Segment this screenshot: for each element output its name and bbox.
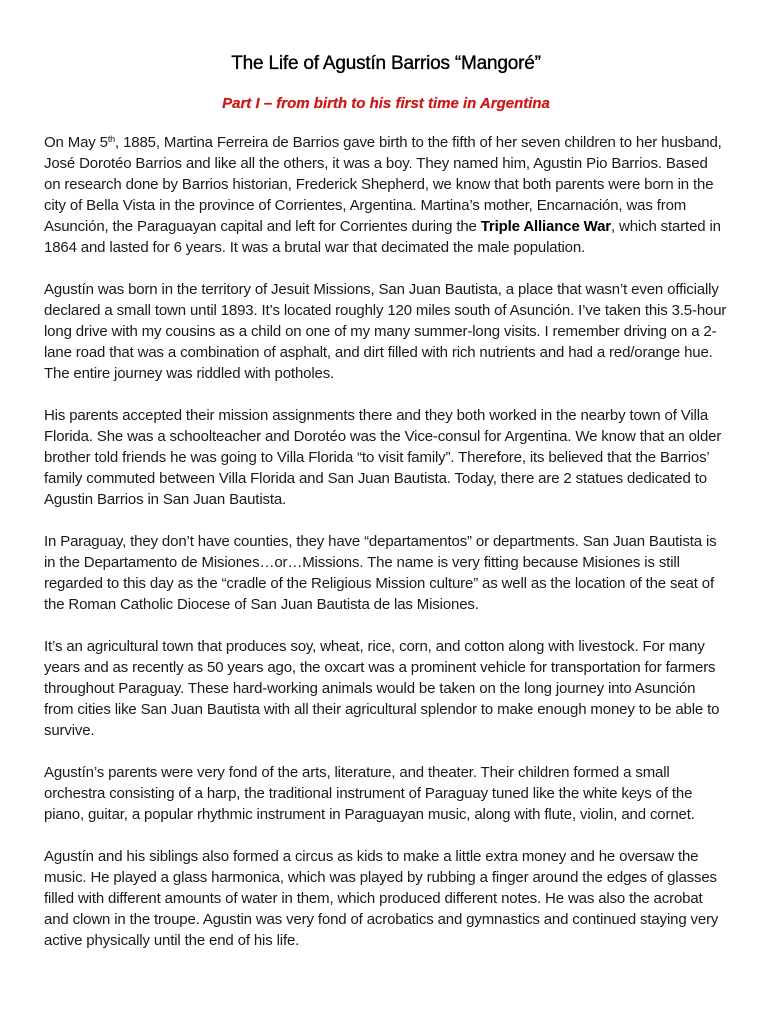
paragraph-text: On May 5 [44,134,108,151]
paragraph-departamentos: In Paraguay, they don’t have counties, they have “departamentos” or departments. San Juan Bautista is in the Departamento de Misiones…or…Missions. The name is very fitting because Misiones is still regarded to this day as the “cradle of the Religious Mission culture” as well as the location of the seat of the Roman Catholic Diocese of San Juan Bautista de las Misiones. [44,533,717,613]
paragraph-circus: Agustín and his siblings also formed a circus as kids to make a little extra money and he oversaw the music. He played a glass harmonica, which was played by rubbing a finger around the edges of glasses filled with different amounts of water in them, which produced different notes. He was also the acrobat and clown in the troupe. Agustin was very fond of acrobatics and gymnastics and continued staying very active physically until the end of his life. [44,848,719,949]
document-title: The Life of Agustín Barrios “Mangoré” [231,53,541,74]
paragraph-arts-orchestra: Agustín’s parents were very fond of the arts, literature, and theater. Their children formed a small orchestra consisting of a harp, the traditional instrument of Paraguay tuned like the white keys of the piano, guitar, a popular rhythmic instrument in Paraguayan music, along with flute, violin, and cornet. [44,764,695,823]
paragraph-text: , which started in 1864 and lasted for 6 years. It was a brutal war that decimated the male population. [44,218,721,256]
paragraph-agriculture: It’s an agricultural town that produces soy, wheat, rice, corn, and cotton along with livestock. For many years and as recently as 50 years ago, the oxcart was a prominent vehicle for transportation for farmers throughout Paraguay. These hard-working animals would be taken on the long journey into Asunción from cities like San Juan Bautista with all their agricultural splendor to make enough money to be able to survive. [44,638,720,739]
bold-term-triple-alliance-war: Triple Alliance War [480,218,611,235]
document-subtitle: Part I – from birth to his first time in Argentina [222,95,550,112]
paragraph-text: , 1885, Martina Ferreira de Barrios gave birth to the fifth of her seven children to her husband, José Dorotéo Barrios and like all the others, it was a boy. They named him, Agustin Pio Barrios. Based on research done by Barrios historian, Frederick Shepherd, we know that both parents were born in the city of Bella Vista in the province of Corrientes, Argentina. Martina’s mother, Encarnación, was from Asunción, the Paraguayan capital and left for Corrientes during the [44,134,722,235]
paragraph-san-juan-bautista: Agustín was born in the territory of Jesuit Missions, San Juan Bautista, a place that wasn’t even officially declared a small town until 1893. It’s located roughly 120 miles south of Asunción. I’ve taken this 3.5-hour long drive with my cousins as a child on one of my many summer-long visits. I remember driving on a 2-lane road that was a combination of asphalt, and dirt filled with rich nutrients and had a red/orange hue. The entire journey was riddled with potholes. [44,281,727,382]
ordinal-suffix: th [107,134,116,144]
document-body [44,132,728,951]
paragraph-parents-assignments: His parents accepted their mission assignments there and they both worked in the nearby town of Villa Florida. She was a schoolteacher and Dorotéo was the Vice-consul for Argentina. We know that an older brother told friends he was going to Villa Florida “to visit family”. Therefore, its believed that the Barrios’ family commuted between Villa Florida and San Juan Bautista. Today, there are 2 statues dedicated to Agustin Barrios in San Juan Bautista. [44,407,722,508]
paragraph-birth [44,132,728,258]
